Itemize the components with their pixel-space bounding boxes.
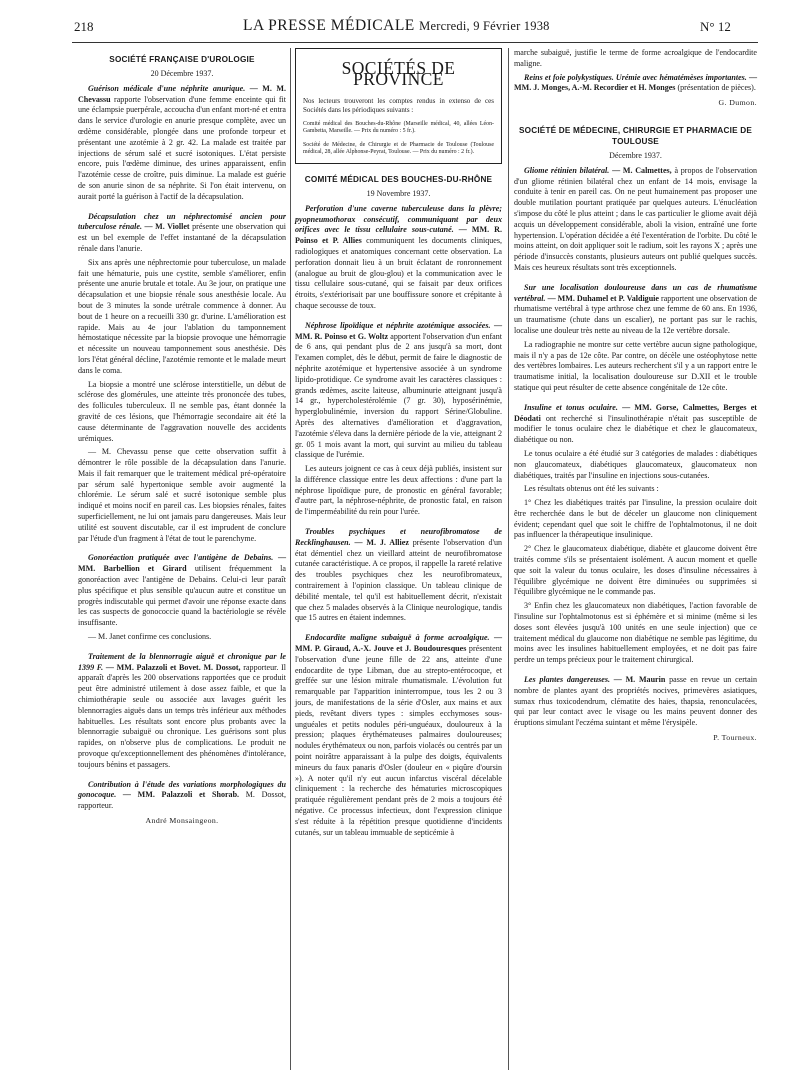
column-divider-2 [508, 48, 509, 1070]
signature: André Monsaingeon. [145, 816, 219, 825]
article [514, 403, 757, 446]
signature: G. Dumon. [718, 98, 757, 108]
section-title: SOCIÉTÉS DE PROVINCE [341, 58, 456, 89]
paragraph: 1° Chez les diabétiques traités par l'insuline, la pression oculaire doit être recherchée dans le but de déceler un glaucome non cliniquement évident; cependant quel que soit le chiffre de l'ophtalmotonus, il ne doit pas influencer la thérapeutique insulinique. [514, 498, 757, 540]
article-title: Traitement de la blennorragie aiguë et chronique par le 1399 F. [78, 651, 286, 672]
article-body: présentent l'observation d'une jeune fille de 22 ans, atteinte d'une endocardite de type Libman, due au strepto-entérocoque, et greffée sur une lésion mitrale rhumatismale. L'évolution fut remarquable par l'apparition ininterrompue, tous les 2 ou 3 jours, de manifestations de la série d'Osler, aux mains et aux pieds, revêtant divers types : simples ecchymoses sous-unguéales et petits nodules péri-unguéaux, douloureux à la pression; plaques érythémateuses palmaires douloureuses; nodules érythémateux ou non, parfois violacés ou centrés par un point noirâtre apparaissant à la pulpe des doigts, équivalents mineurs du faux panaris d'Osler (douleur en « piqûre d'oursin »). A noter qu'il n'y eut aucun infarctus viscéral décelable cliniquement : la recherche des hématuries microscopiques pratiquée régulièrement pendant près de 2 mois a toujours été négative. Ce processus infectieux, dont l'expression clinique s'est réduite à la répétition presque quotidienne d'incidents cutanés, sur un tableau immuable de septicémie à [295, 644, 502, 837]
paragraph: La radiographie ne montre sur cette vertèbre aucun signe pathologique, mais il n'y a pas de 12e côte. Par contre, on décèle une ostéophytose nette des vertèbres lombaires. Les auteurs recherchent s'il y a un rapport entre le traumatisme initial, la localisation douloureuse sur D.XII et le trouble statique qui peut résulter de cette absence congénitale de 12e côte. [514, 339, 757, 392]
article-author: — M. Chevassu [88, 447, 148, 457]
continued-text: marche subaiguë, justifie le terme de forme acroalgique de l'endocardite maligne. [514, 48, 757, 68]
article-author: — MM. Gorse, Calmettes, Berges et Déodati [514, 402, 757, 423]
article-title: Insuline et tonus oculaire. [524, 402, 618, 412]
article-body: rapporte l'observation d'une femme enceinte qui fit une éclampsie puerpérale, accoucha d'un enfant mort-né et entra dans le service d'urologie en anurie presque complète, avec un œdème considérable, plongée dans une profonde torpeur et présentant une azotémie à 2 gr. 42. La malade est traitée par injections de sérum salé et sucré isotoniques. L'état persiste encore, puis l'œdème diminue, des urines apparaissent, enfin l'azotémie cesse de croître, puis diminue. La malade est guérie de son anurie sinon de sa néphrite. Si l'on était intervenu, on aurait porté la guérison à l'actif de la décapsulation. [78, 94, 287, 201]
issue-date: Mercredi, 9 Février 1938 [419, 19, 550, 33]
column-3 [514, 48, 757, 748]
journal-name: LA PRESSE MÉDICALE [243, 17, 415, 34]
article [295, 204, 502, 312]
session-date: 20 Décembre 1937. [150, 69, 214, 78]
signature: P. Tourneux. [713, 733, 757, 743]
article-body: utilisent fréquemment la gonoréaction avec l'antigène de Debains. Celui-ci leur paraît plus spécifique et plus sensible qu'aucun autre et constitue un progrès indiscutable qui permet d'avoir une réponse exacte dans les cas suspects de gonococcie quand la bactériologie se révèle insuffisante. [78, 564, 286, 628]
article-title: Décapsulation chez un néphrectomisé ancien pour tuberculose rénale. [78, 211, 286, 232]
article-title: Gliome rétinien bilatéral. [524, 165, 610, 175]
article-author: — M. J. Alliez [354, 537, 409, 547]
paragraph: Les résultats obtenus ont été les suivants : [524, 484, 659, 494]
paragraph [78, 447, 286, 544]
article [295, 527, 502, 624]
paragraph: Les auteurs joignent ce cas à ceux déjà publiés, insistent sur la différence classique entre les deux affections : d'une part la néphrose lipoïdique pure, de pronostic en général favorable; d'autre part, la néphrose-néphrite, de pronostic fatal, en raison de l'imperméabilité du rein pour l'urée. [295, 464, 502, 517]
article-title: Les plantes dangereuses. [524, 675, 610, 685]
article-author: — MM. R. Poinso et G. Woltz [295, 320, 502, 341]
article-body: pense que cette observation suffit à démontrer le rôle possible de la décapsulation dans l'anurie. Mais il fait remarquer que le traitement médical pré-opératoire par sérum salé hypertonique semble avoir augmenté la chlorémie. Le sérum salé et sucré isotonique semble plus indiqué et moins nocif en pareil cas. Les biopsies rénales, faites superficiellement, ne lui ont jamais paru dangereuses. Mais leur utilité est souvent discutable, car il est imprudent de conclure par l'étude d'un fragment à l'état de tout le parenchyme. [78, 447, 286, 543]
article [295, 321, 502, 461]
article [78, 553, 286, 629]
box-note: Nos lecteurs trouveront les comptes rendus in extenso de ces Sociétés dans les périodiques suivants : [303, 96, 494, 114]
article [514, 675, 757, 729]
article-author: — MM. J. Monges, A.-M. Recordier et H. Monges [514, 72, 757, 93]
box-reference: Comité médical des Bouches-du-Rhône (Marseille médical, 40, allées Léon-Gambetta, Marseille. — Prix du numéro : 5 fr.). [303, 120, 494, 135]
article-author: — MM. P. Giraud, A.-X. Jouve et J. Boudouresques [295, 633, 502, 654]
paragraph [78, 632, 286, 643]
box-reference: Société de Médecine, de Chirurgie et de Pharmacie de Toulouse (Toulouse médical, 28, allée Alphonse-Peyrat, Toulouse. — Prix du numéro : 2 fr.). [303, 141, 494, 156]
session-date: Décembre 1937. [609, 150, 662, 160]
article [514, 73, 757, 95]
paragraph: La biopsie a montré une sclérose interstitielle, un début de sclérose des glomérules, une atteinte très prononcée des tubes, des follicules tuberculeux. Il ne semble pas, étant donnée la gravité de ces lésions, que l'hémorragie secondaire ait été la cause déterminante de l'aggravation nouvelle des accidents urémiques. [78, 379, 286, 443]
article-body: rapportent une observation de rhumatisme vertébral à type arthrose chez une femme de 60 ans. En 1936, un traumatisme (chute dans un escalier), ne portant pas sur le rachis, localise une douleur très nette au niveau de la 12e vertèbre dorsale. [514, 293, 757, 335]
paragraph: Le tonus oculaire a été étudié sur 3 catégories de malades : diabétiques non glaucomateux, diabétiques glaucomateux, glaucomateux non diabétiques, traités par l'insuline en injections sous-cutanées. [514, 448, 757, 480]
article-author: — M. Maurin [613, 675, 666, 685]
page-number: 218 [74, 19, 94, 34]
article-title: Perforation d'une caverne tuberculeuse dans la plèvre; pyopneumothorax consécutif, communiquant par deux orifices avec le tissu cellulaire sous-cutané. [295, 203, 502, 235]
society-heading: SOCIÉTÉ FRANÇAISE D'UROLOGIE [109, 55, 255, 64]
article-author: — MM. R. Poinso et P. Allies [295, 225, 502, 246]
article-author: — M. Janet [88, 632, 126, 642]
article-title: Sur une localisation douloureuse dans un cas de rhumatisme vertébral. [514, 282, 757, 303]
society-heading: SOCIÉTÉ DE MÉDECINE, CHIRURGIE ET PHARMACIE DE TOULOUSE [518, 125, 752, 146]
article-title: Endocardite maligne subaiguë à forme acroalgique. [305, 633, 490, 643]
column-1 [78, 48, 286, 831]
society-heading: COMITÉ MÉDICAL DES BOUCHES-DU-RHÔNE [304, 174, 493, 184]
article-body: ont recherché si l'insulinothérapie n'était pas susceptible de modifier le tonus oculaire chez le diabétique et chez le glaucomateux, diabétique ou non. [514, 413, 757, 445]
article-body: à propos de l'observation d'un gliome rétinien bilatéral chez un enfant de 14 mois, envisage la conduite à tenir en pareil cas. On ne peut humainement pas proposer une double mutilation pourtant pratiquée par quelques auteurs. L'énucléation s'impose du côté le plus atteint ; dans le cas particulier le gliome avait déjà acquis un développement considérable, aboli la vision, entraîné une forte hypertension. L'opération décidée a été l'exentération de l'orbite. Du côté le moins atteint, on doit appliquer soit le radium, soit les rayons X ; après une période d'insuccès constants, plusieurs auteurs ont publié quelques succès. Mais ces heureux résultats sont très exceptionnels. [514, 165, 758, 272]
article-author: — MM. Palazzoli et Bovet. M. Dossot, [105, 662, 241, 672]
article-title: Guérison médicale d'une néphrite anurique. [88, 83, 246, 93]
issue-number: N° 12 [700, 19, 731, 34]
page-header [0, 19, 800, 37]
article-author: — MM. Duhamel et P. Valdiguie [547, 293, 659, 303]
article [514, 283, 757, 337]
article-body: présente l'observation d'un état démentiel chez un vieillard atteint de neurofibromatose cutanée caractéristique. A ce propos, il rappelle la rareté relative des troubles psychiques chez les neurofibromateux, contrairement à l'opinion classique. Un tableau clinique de débilité mentale, tel qu'il est habituellement décrit, n'existait que chez 5 malades observés à la Clinique neurologique, tandis que 15 autres en étaient indemnes. [295, 537, 502, 623]
paragraph: 2° Chez le glaucomateux diabétique, diabète et glaucome doivent être traités comme s'ils se présentaient isolément. A aucun moment et quelle que soit la valeur du tonus oculaire, les doses d'insuline nécessaires à l'équilibre glycémique ne doivent être diminuées ou supprimées si l'équilibre glycémique ne le commande pas. [514, 544, 757, 597]
journal-title [243, 17, 550, 35]
article [514, 166, 757, 274]
article [78, 652, 286, 771]
article-title: Reins et foie polykystiques. Urémie avec hématémèses importantes. [524, 72, 747, 82]
province-box [295, 48, 502, 164]
article-title: Contribution à l'étude des variations morphologiques du gonocoque. [78, 779, 286, 800]
article-body: M. Dossot, rapporteur. [78, 790, 286, 811]
article-body: présente une observation qui est un bel exemple de l'effet instantané de la décapsulation rénale dans l'anurie. [78, 222, 286, 253]
session-date: 19 Novembre 1937. [366, 188, 431, 198]
article-body: rapporteur. Il apparaît d'après les 200 observations rapportées que ce produit peut être administré utilement à dose assez faible, et que la chimiothérapie seule ou associée aux lavages guérit les blennorragies aiguës dans un temps très inférieur aux méthodes habituelles. Les résultats sont encore plus probants avec la blennorragie subaiguë ou chronique. Les guérisons sont plus rapides, on n'observe plus de complications. Le produit ne provoque qu'exceptionnellement des phénomènes d'intolérance, toujours bénins et passagers. [78, 662, 287, 769]
article-author: — MM. Barbellion et Girard [78, 553, 287, 574]
article-body: passe en revue un certain nombre de plantes ayant des propriétés nocives, primevères asiatiques, sumax rhus toxicodendrum, clématite des haies, thapsia, renonculacées, qui par leur contact avec le visage ou les mains peuvent donner des éruptions simulant l'eczéma suintant et même l'érysipèle. [514, 675, 757, 728]
article-body: confirme ces conclusions. [127, 632, 212, 642]
paragraph: 3° Enfin chez les glaucomateux non diabétiques, l'action favorable de l'insuline sur l'ophtalmotonus est si éphémère et si minime (même si les doses sont élevées jusqu'à 100 unités en une seule injection) que ce traitement médical du glaucome non diabétique ne semble pas légitime, du moins avec les insulines habituellement employées, et ne doit pas faire perdre un temps précieux pour le traitement chirurgical. [514, 601, 757, 665]
article-title: Néphrose lipoïdique et néphrite azotémique associées. [305, 320, 491, 330]
article [78, 780, 286, 812]
article-author: — M. M. Chevassu [78, 83, 286, 104]
article-author: — M. Viollet [144, 222, 190, 232]
article [78, 212, 286, 255]
paragraph: Six ans après une néphrectomie pour tuberculose, un malade fait une hématurie, puis une cystite, semble s'améliorer, enfin présente une anurie brutale et totale. Au 3e jour, on pratique une décapsulation et une biopsie rénale sous anesthésie locale. Au bout de 3 minutes la sonde urétrale commence à donner. Au bout de 1 heure on a recueilli 330 gr. d'urine. L'amélioration est rapide. Mais au 4e jour l'ablation du tamponnement hémostatique nécessite par la biopsie provoque une hémorragie et nécessite un nouveau tamponnement sous anesthésie. Dès lors l'état général décline, l'azotémie remonte et le malade meurt dans le coma. [78, 257, 286, 375]
column-2 [295, 48, 502, 841]
article-title: Troubles psychiques et neurofibromatose de Recklinghausen. [295, 527, 502, 547]
article-body: (présentation de pièces). [677, 83, 756, 93]
article [295, 633, 502, 838]
article-author: — MM. Palazzoli et Shorab. [122, 790, 240, 800]
article-body: communiquent les documents cliniques, radiologiques et anatomiques concernant cette observation. La perforation donnait lieu à un bruit éclatant de ronronnement (analogue au bruit de glou-glou) et la communication avec le tissu cellulaire sous-cutané, qui se faisait par deux orifices étroits, s'extériorisait par une bouffissure sonore et crépitante à chaque secousse de toux. [295, 236, 502, 310]
article [78, 84, 286, 203]
header-rule [72, 42, 758, 43]
article-author: — M. Calmettes, [612, 165, 672, 175]
article-body: apportent l'observation d'un enfant de 6 ans, qui pendant plus de 2 ans jusqu'à sa mort, dont l'examen complet, dès le début, permit de faire le diagnostic de néphrite azotémique et hypertensive associée à un syndrome lipido-protidique. Ce syndrome avait les caractères classiques : grands œdèmes, ascite laiteuse, albuminurie atteignant jusqu'à 14 gr., hypercholestérolémie (7 gr. 30), hyposérinémie, hyperglobulinémie, inversion du rapport Sérine/Globuline. Après des alternatives d'amélioration et d'aggravation, l'azotémie s'éleva dans la dernière période de la vie, atteignant 2 gr. 05 1 mois avant la mort, qui survint au milieu du tableau classique de l'urémie. [295, 331, 502, 460]
article-title: Gonoréaction pratiquée avec l'antigène de Debains. [88, 553, 274, 563]
column-divider-1 [290, 48, 291, 1070]
